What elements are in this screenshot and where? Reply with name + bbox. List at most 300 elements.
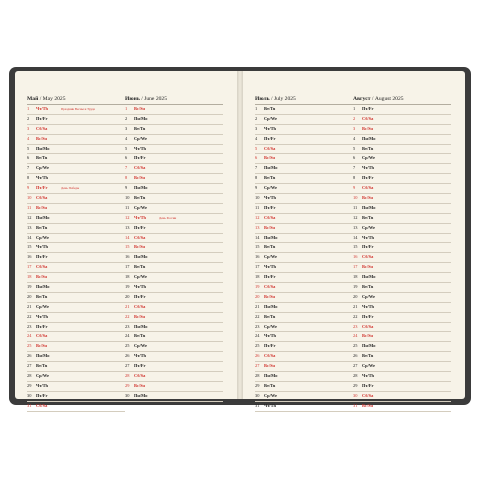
day-number: 3 [125,125,128,131]
weekday-label: Ср/We [362,155,375,161]
day-row[interactable] [27,204,125,214]
day-row[interactable] [125,273,223,283]
day-number: 13 [255,224,260,230]
day-number: 27 [353,363,358,369]
day-row[interactable] [125,263,223,273]
day-row[interactable] [255,342,353,352]
day-row[interactable] [125,174,223,184]
holiday-label: Праздник Весны и Труда [61,107,95,111]
day-number: 12 [353,214,358,220]
weekday-label: Ср/We [264,115,277,121]
month-name: Июнь [125,96,140,102]
day-number: 2 [255,115,258,121]
weekday-label: Чт/Th [134,353,146,359]
day-row[interactable] [255,382,353,392]
day-row[interactable] [255,164,353,174]
day-number: 24 [27,333,32,339]
day-row[interactable] [27,342,125,352]
day-row[interactable] [27,332,125,342]
day-row[interactable] [353,273,451,283]
day-row[interactable] [353,362,451,372]
day-number: 3 [27,125,30,131]
day-number: 6 [353,155,356,161]
day-row[interactable] [353,164,451,174]
day-number: 31 [353,402,358,408]
day-row[interactable] [255,392,353,402]
day-number: 15 [353,244,358,250]
day-row[interactable] [255,105,353,115]
day-row[interactable] [353,283,451,293]
day-row[interactable] [353,352,451,362]
day-number: 26 [27,353,32,359]
weekday-label: Ср/We [362,293,375,299]
day-row[interactable] [255,174,353,184]
day-number: 16 [27,254,32,260]
weekday-label: Пт/Fr [134,363,146,369]
day-row[interactable] [353,194,451,204]
day-number: 10 [125,195,130,201]
day-row[interactable] [125,194,223,204]
day-row[interactable] [125,352,223,362]
day-row[interactable] [255,273,353,283]
weekday-label: Пн/Mo [36,284,50,290]
day-row[interactable] [255,145,353,155]
day-number: 3 [353,125,356,131]
day-row[interactable] [125,283,223,293]
weekday-label: Пн/Mo [362,135,376,141]
weekday-label: Вс/Su [264,155,275,161]
day-row[interactable] [27,214,125,224]
weekday-label: Пн/Mo [36,353,50,359]
day-row[interactable] [125,313,223,323]
weekday-label: Пн/Mo [264,234,278,240]
weekday-label: Пн/Mo [264,165,278,171]
day-row[interactable] [125,234,223,244]
day-number: 22 [353,313,358,319]
day-row[interactable] [125,243,223,253]
day-number: 15 [255,244,260,250]
day-row[interactable] [27,392,125,402]
day-number: 8 [125,175,128,181]
day-row[interactable] [125,154,223,164]
day-row[interactable] [353,313,451,323]
day-row[interactable] [125,382,223,392]
day-number: 5 [353,145,356,151]
day-number: 18 [353,274,358,280]
day-row[interactable] [125,105,223,115]
weekday-label: Пт/Fr [362,175,374,181]
weekday-label: Ср/We [362,224,375,230]
day-number: 5 [255,145,258,151]
weekday-label: Пн/Mo [134,323,148,329]
day-number: 4 [353,135,356,141]
day-number: 17 [125,264,130,270]
weekday-label: Пт/Fr [134,224,146,230]
weekday-label: Сб/Sa [362,392,374,398]
day-number: 21 [125,303,130,309]
day-row[interactable] [27,263,125,273]
day-row[interactable] [255,283,353,293]
day-row[interactable] [353,145,451,155]
day-number: 17 [353,264,358,270]
weekday-label: Вс/Su [134,313,145,319]
day-row[interactable] [353,135,451,145]
day-row[interactable] [353,243,451,253]
day-row[interactable] [125,135,223,145]
day-row[interactable] [27,323,125,333]
month-name: Май [27,96,39,102]
day-row[interactable] [353,382,451,392]
day-number: 9 [255,185,258,191]
weekday-label: Чт/Th [362,373,374,379]
month-header [353,95,451,105]
weekday-label: Сб/Sa [134,165,146,171]
weekday-label: Вс/Su [362,125,373,131]
weekday-label: Вт/Tu [264,175,276,181]
day-row[interactable] [353,392,451,402]
day-row[interactable] [255,253,353,263]
day-row[interactable] [125,372,223,382]
day-number: 7 [27,165,30,171]
day-row[interactable] [353,125,451,135]
weekday-label: Пн/Mo [134,254,148,260]
day-number: 13 [27,224,32,230]
day-row[interactable] [255,135,353,145]
weekday-label: Вс/Su [36,204,47,210]
day-row[interactable] [27,145,125,155]
day-number: 14 [125,234,130,240]
day-row[interactable] [353,115,451,125]
weekday-label: Пт/Fr [36,254,48,260]
day-row[interactable] [125,214,223,224]
day-row[interactable] [255,234,353,244]
weekday-label: Чт/Th [264,195,276,201]
day-number: 4 [125,135,128,141]
month-header [27,95,125,105]
weekday-label: Сб/Sa [36,195,48,201]
day-row[interactable] [125,224,223,234]
day-row[interactable] [27,402,125,412]
weekday-label: Сб/Sa [134,234,146,240]
weekday-label: Пт/Fr [362,244,374,250]
day-number: 2 [27,115,30,121]
weekday-label: Вс/Su [134,382,145,388]
weekday-label: Сб/Sa [362,254,374,260]
day-row[interactable] [27,362,125,372]
holiday-label: День Победы [61,186,80,191]
day-row[interactable] [255,362,353,372]
day-number: 29 [255,382,260,388]
day-number: 16 [125,254,130,260]
day-number: 22 [27,313,32,319]
day-row[interactable] [255,332,353,342]
day-number: 1 [27,106,30,111]
day-number: 26 [125,353,130,359]
day-number: 30 [353,392,358,398]
day-row[interactable] [125,164,223,174]
day-row[interactable] [125,362,223,372]
weekday-label: Сб/Sa [264,214,276,220]
day-number: 7 [255,165,258,171]
day-row[interactable] [255,224,353,234]
day-row[interactable] [353,204,451,214]
day-number: 4 [27,135,30,141]
day-number: 6 [27,155,30,161]
day-number: 5 [27,145,30,151]
day-row[interactable] [353,234,451,244]
day-number: 27 [125,363,130,369]
weekday-label: Вт/Tu [134,264,146,270]
day-number: 15 [27,244,32,250]
day-number: 25 [27,343,32,349]
weekday-label: Вс/Su [362,402,373,408]
weekday-label: Пн/Mo [134,185,148,191]
day-row[interactable] [27,125,125,135]
day-number: 21 [353,303,358,309]
month-name-english: / May 2025 [38,96,66,102]
day-row[interactable] [125,184,223,194]
day-row[interactable] [255,402,353,412]
day-row[interactable] [255,115,353,125]
day-row[interactable] [27,382,125,392]
day-number: 30 [125,392,130,398]
day-row[interactable] [255,372,353,382]
weekday-label: Сб/Sa [264,353,276,359]
day-row[interactable] [27,352,125,362]
day-row[interactable] [353,323,451,333]
weekday-label: Вс/Su [134,106,145,111]
day-number: 14 [353,234,358,240]
day-row[interactable] [353,174,451,184]
day-row[interactable] [125,323,223,333]
weekday-label: Пт/Fr [362,313,374,319]
day-row[interactable] [27,253,125,263]
weekday-label: Чт/Th [362,303,374,309]
day-number: 17 [27,264,32,270]
day-number: 22 [125,313,130,319]
weekday-label: Вт/Tu [36,155,48,161]
day-row[interactable] [353,342,451,352]
day-row[interactable] [255,184,353,194]
weekday-label: Чт/Th [36,313,48,319]
weekday-label: Вт/Tu [134,195,146,201]
weekday-label: Пт/Fr [36,392,48,398]
weekday-label: Пт/Fr [134,293,146,299]
day-number: 11 [125,204,130,210]
day-number: 8 [27,175,30,181]
day-number: 13 [125,224,130,230]
month-header [125,95,223,105]
day-row[interactable] [27,105,125,115]
day-number: 9 [353,185,356,191]
weekday-label: Ср/We [134,343,147,349]
day-row[interactable] [353,224,451,234]
day-row[interactable] [125,204,223,214]
day-row[interactable] [27,224,125,234]
day-row[interactable] [125,392,223,402]
weekday-label: Сб/Sa [362,185,374,191]
weekday-label: Вт/Tu [264,106,276,111]
day-row[interactable] [27,194,125,204]
weekday-label: Вт/Tu [36,363,48,369]
weekday-label: Вс/Su [36,343,47,349]
day-number: 9 [125,185,128,191]
day-row[interactable] [353,402,451,412]
day-number: 8 [255,175,258,181]
weekday-label: Пт/Fr [362,382,374,388]
day-number: 25 [255,343,260,349]
day-row[interactable] [27,164,125,174]
day-row[interactable] [27,135,125,145]
day-number: 13 [353,224,358,230]
day-row[interactable] [125,145,223,155]
weekday-label: Чт/Th [362,234,374,240]
day-row[interactable] [255,214,353,224]
day-row[interactable] [125,293,223,303]
day-row[interactable] [353,105,451,115]
day-row[interactable] [125,125,223,135]
day-number: 1 [125,106,128,111]
day-number: 16 [353,254,358,260]
day-row[interactable] [27,154,125,164]
day-row[interactable] [27,303,125,313]
day-row[interactable] [27,234,125,244]
day-number: 26 [255,353,260,359]
weekday-label: Ср/We [264,185,277,191]
day-number: 21 [27,303,32,309]
weekday-label: Вс/Su [36,135,47,141]
weekday-label: Вт/Tu [36,293,48,299]
day-row[interactable] [27,115,125,125]
day-number: 11 [255,204,260,210]
day-row[interactable] [255,125,353,135]
weekday-label: Чт/Th [264,402,276,408]
day-number: 23 [27,323,32,329]
day-row[interactable] [255,243,353,253]
day-number: 8 [353,175,356,181]
month-name: Август [353,96,371,102]
day-number: 25 [125,343,130,349]
weekday-label: Ср/We [134,274,147,280]
day-number: 29 [27,382,32,388]
day-number: 22 [255,313,260,319]
day-row[interactable] [27,184,125,194]
day-number: 23 [353,323,358,329]
day-row[interactable] [27,174,125,184]
day-row[interactable] [255,263,353,273]
day-row[interactable] [255,313,353,323]
day-row[interactable] [255,154,353,164]
day-number: 19 [353,284,358,290]
day-row[interactable] [353,253,451,263]
weekday-label: Сб/Sa [264,284,276,290]
month-column-august [353,95,451,412]
day-number: 2 [353,115,356,121]
weekday-label: Вс/Su [362,333,373,339]
day-row[interactable] [125,115,223,125]
day-row[interactable] [353,184,451,194]
day-row[interactable] [27,243,125,253]
day-row[interactable] [353,332,451,342]
day-number: 19 [255,284,260,290]
weekday-label: Сб/Sa [36,264,48,270]
day-row[interactable] [255,293,353,303]
day-number: 14 [27,234,32,240]
day-row[interactable] [125,253,223,263]
weekday-label: Вс/Su [362,195,373,201]
day-number: 31 [255,402,260,408]
day-row[interactable] [353,303,451,313]
month-name-english: / July 2025 [269,96,296,102]
day-number: 18 [27,274,32,280]
weekday-label: Сб/Sa [36,402,48,408]
day-row[interactable] [27,273,125,283]
day-row[interactable] [27,293,125,303]
weekday-label: Вс/Su [264,224,275,230]
day-number: 4 [255,135,258,141]
weekday-label: Вт/Tu [264,313,276,319]
weekday-label: Пт/Fr [264,135,276,141]
weekday-label: Чт/Th [36,106,48,111]
day-number: 31 [27,402,32,408]
weekday-label: Вт/Tu [362,214,374,220]
day-row[interactable] [125,342,223,352]
day-row[interactable] [125,303,223,313]
day-number: 27 [255,363,260,369]
weekday-label: Вс/Su [134,244,145,250]
weekday-label: Вт/Tu [362,284,374,290]
day-number: 12 [255,214,260,220]
day-row[interactable] [125,332,223,342]
right-page [243,71,465,408]
day-row[interactable] [255,194,353,204]
weekday-label: Чт/Th [134,214,146,220]
day-number: 23 [255,323,260,329]
day-number: 29 [353,382,358,388]
weekday-label: Пт/Fr [36,185,48,191]
day-row[interactable] [353,154,451,164]
day-row[interactable] [255,303,353,313]
day-number: 30 [27,392,32,398]
weekday-label: Вт/Tu [362,145,374,151]
day-row[interactable] [353,293,451,303]
day-row[interactable] [353,214,451,224]
day-number: 25 [353,343,358,349]
day-row[interactable] [27,283,125,293]
day-row[interactable] [353,372,451,382]
month-name: Июль [255,96,270,102]
day-row[interactable] [353,263,451,273]
month-name-english: / August 2025 [370,96,404,102]
weekday-label: Пт/Fr [264,343,276,349]
month-column-june [125,95,223,402]
day-row[interactable] [27,372,125,382]
day-row[interactable] [255,323,353,333]
weekday-label: Ср/We [134,204,147,210]
day-number: 20 [27,293,32,299]
day-number: 17 [255,264,260,270]
weekday-label: Вт/Tu [264,244,276,250]
day-row[interactable] [255,352,353,362]
day-number: 5 [125,145,128,151]
day-row[interactable] [255,204,353,214]
day-row[interactable] [27,313,125,323]
weekday-label: Пт/Fr [36,115,48,121]
weekday-label: Чт/Th [362,165,374,171]
weekday-label: Вт/Tu [362,353,374,359]
day-number: 12 [27,214,32,220]
day-number: 2 [125,115,128,121]
